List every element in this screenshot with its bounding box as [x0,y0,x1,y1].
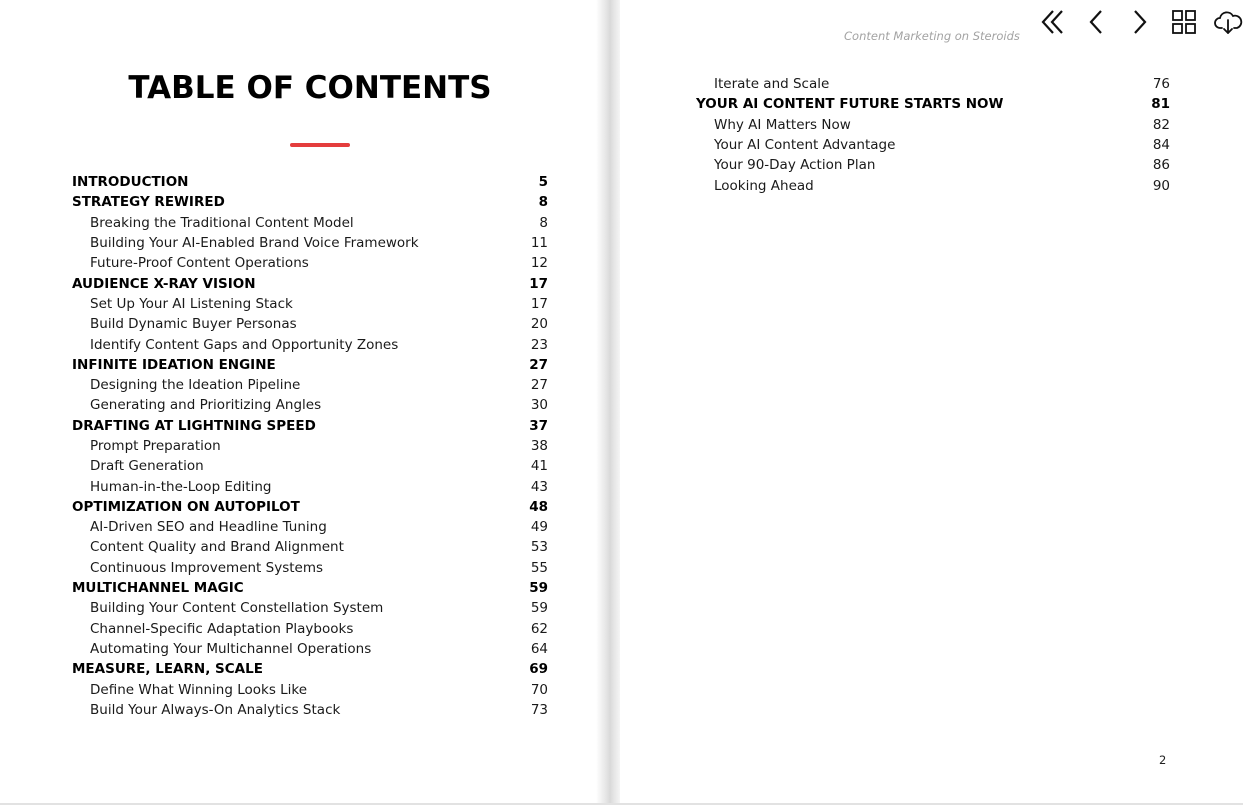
toc-entry-title: Human-in-the-Loop Editing [90,478,272,495]
toc-entry-page: 5 [538,174,548,191]
toc-entry-page: 53 [530,539,548,556]
toc-section-row [72,476,548,496]
toc-entry-title: Continuous Improvement Systems [90,559,324,576]
toc-chapter-row [72,659,548,679]
toc-list-left [72,172,548,720]
toc-entry-page: 90 [1152,177,1170,194]
toc-entry-title: Building Your AI-Enabled Brand Voice Framework [90,235,419,252]
toc-entry-title: Looking Ahead [714,177,814,194]
toc-entry-title: Build Dynamic Buyer Personas [90,316,297,333]
toc-section-row [696,175,1170,195]
toc-entry-page: 38 [530,438,548,454]
toc-entry-page: 27 [530,377,548,394]
toc-entry-page: 55 [530,559,548,576]
toc-title: TABLE OF CONTENTS [128,70,492,106]
toc-entry-page: 27 [529,356,548,373]
toc-entry-title: YOUR AI CONTENT FUTURE STARTS NOW [696,96,1004,113]
toc-entry-title: Set Up Your AI Listening Stack [90,295,293,312]
toc-entry-page: 49 [530,519,548,536]
toc-entry-page: 59 [529,580,548,597]
download-cloud-icon [1213,7,1243,37]
page-number: 2 [1159,753,1167,767]
running-header: Content Marketing on Steroids [844,29,1020,43]
first-page-button[interactable] [1030,2,1074,42]
toc-entry-title: Define What Winning Looks Like [90,681,308,698]
toc-entry-title: MEASURE, LEARN, SCALE [72,661,263,678]
toc-section-row [696,135,1170,155]
toc-section-row [72,456,548,476]
toc-chapter-row [72,273,548,293]
toc-section-row [72,375,548,395]
toc-entry-title: MULTICHANNEL MAGIC [72,580,244,597]
toc-entry-page: 20 [530,316,548,333]
toc-section-row [72,294,548,314]
toc-entry-page: 48 [529,498,548,515]
next-page-icon [1125,7,1155,37]
toc-entry-title: AUDIENCE X-RAY VISION [72,275,256,292]
toc-chapter-row [72,578,548,598]
toc-entry-title: Breaking the Traditional Content Model [90,214,354,231]
toc-entry-title: Content Quality and Brand Alignment [90,539,344,556]
toc-chapter-row [72,172,548,192]
toc-entry-title: Building Your Content Constellation System [90,600,384,617]
toc-entry-page: 43 [530,478,548,495]
toc-entry-page: 70 [530,681,548,698]
toc-entry-page: 30 [530,397,548,414]
toc-entry-title: Identify Content Gaps and Opportunity Zones [90,336,399,353]
toc-section-row [72,233,548,253]
toc-entry-title: INFINITE IDEATION ENGINE [72,356,276,373]
toc-entry-title: INTRODUCTION [72,174,189,191]
grid-view-icon [1169,7,1199,37]
toc-entry-title: Prompt Preparation [90,438,221,454]
toc-section-row [72,619,548,639]
toc-entry-page: 17 [529,275,548,292]
toc-entry-page: 76 [1152,76,1170,93]
toc-entry-title: OPTIMIZATION ON AUTOPILOT [72,498,300,515]
previous-page-button[interactable] [1074,2,1118,42]
toc-entry-page: 8 [539,214,548,231]
toc-entry-page: 23 [530,336,548,353]
viewer-toolbar [1030,2,1243,42]
toc-entry-page: 82 [1152,116,1170,133]
left-page [0,0,600,803]
toc-entry-title: Designing the Ideation Pipeline [90,377,301,394]
toc-section-row [72,598,548,618]
toc-chapter-row [696,94,1170,114]
toc-section-row [72,436,548,456]
toc-entry-page: 69 [529,661,548,678]
toc-entry-page: 86 [1152,157,1170,174]
toc-entry-title: Your 90-Day Action Plan [714,157,876,174]
toc-entry-page: 41 [530,458,548,475]
toc-section-row [696,74,1170,94]
toc-section-row [72,334,548,354]
toc-entry-page: 73 [530,701,548,718]
toc-entry-page: 17 [530,295,548,312]
toc-entry-page: 11 [530,235,548,252]
toc-entry-page: 64 [530,640,548,657]
previous-page-icon [1081,7,1111,37]
toc-section-row [72,558,548,578]
toc-chapter-row [72,192,548,212]
toc-section-row [72,639,548,659]
toc-entry-page: 84 [1152,137,1170,154]
title-accent-line [290,143,350,147]
toc-chapter-row [72,355,548,375]
toc-entry-page: 81 [1151,96,1170,113]
toc-entry-title: Automating Your Multichannel Operations [90,640,372,657]
toc-entry-title: Build Your Always-On Analytics Stack [90,701,341,718]
toc-entry-title: AI-Driven SEO and Headline Tuning [90,519,327,536]
toc-list-right [696,74,1170,196]
toc-entry-title: DRAFTING AT LIGHTNING SPEED [72,417,316,434]
toc-entry-title: Future-Proof Content Operations [90,255,309,272]
toc-entry-title: Your AI Content Advantage [714,137,896,154]
first-page-icon [1037,7,1067,37]
toc-section-row [72,537,548,557]
toc-chapter-row [72,497,548,517]
toc-entry-title: Draft Generation [90,458,204,475]
toc-section-row [72,517,548,537]
toc-entry-title: Generating and Prioritizing Angles [90,397,322,414]
toc-entry-title: Iterate and Scale [714,76,830,93]
toc-section-row [72,700,548,720]
toc-entry-page: 37 [529,417,548,434]
toc-section-row [696,155,1170,175]
download-button[interactable] [1206,2,1243,42]
toc-entry-title: Why AI Matters Now [714,116,851,133]
toc-section-row [72,679,548,699]
toc-entry-title: Channel-Specific Adaptation Playbooks [90,620,354,637]
right-page [620,0,1243,803]
toc-chapter-row [72,416,548,436]
toc-entry-page: 12 [530,255,548,272]
toc-entry-page: 8 [538,194,548,211]
toc-entry-title: STRATEGY REWIRED [72,194,225,211]
next-page-button[interactable] [1118,2,1162,42]
grid-view-button[interactable] [1162,2,1206,42]
toc-entry-page: 62 [530,620,548,637]
toc-section-row [72,395,548,415]
toc-section-row [696,115,1170,135]
toc-section-row [72,314,548,334]
toc-section-row [72,213,548,233]
toc-section-row [72,253,548,273]
toc-entry-page: 59 [530,600,548,617]
